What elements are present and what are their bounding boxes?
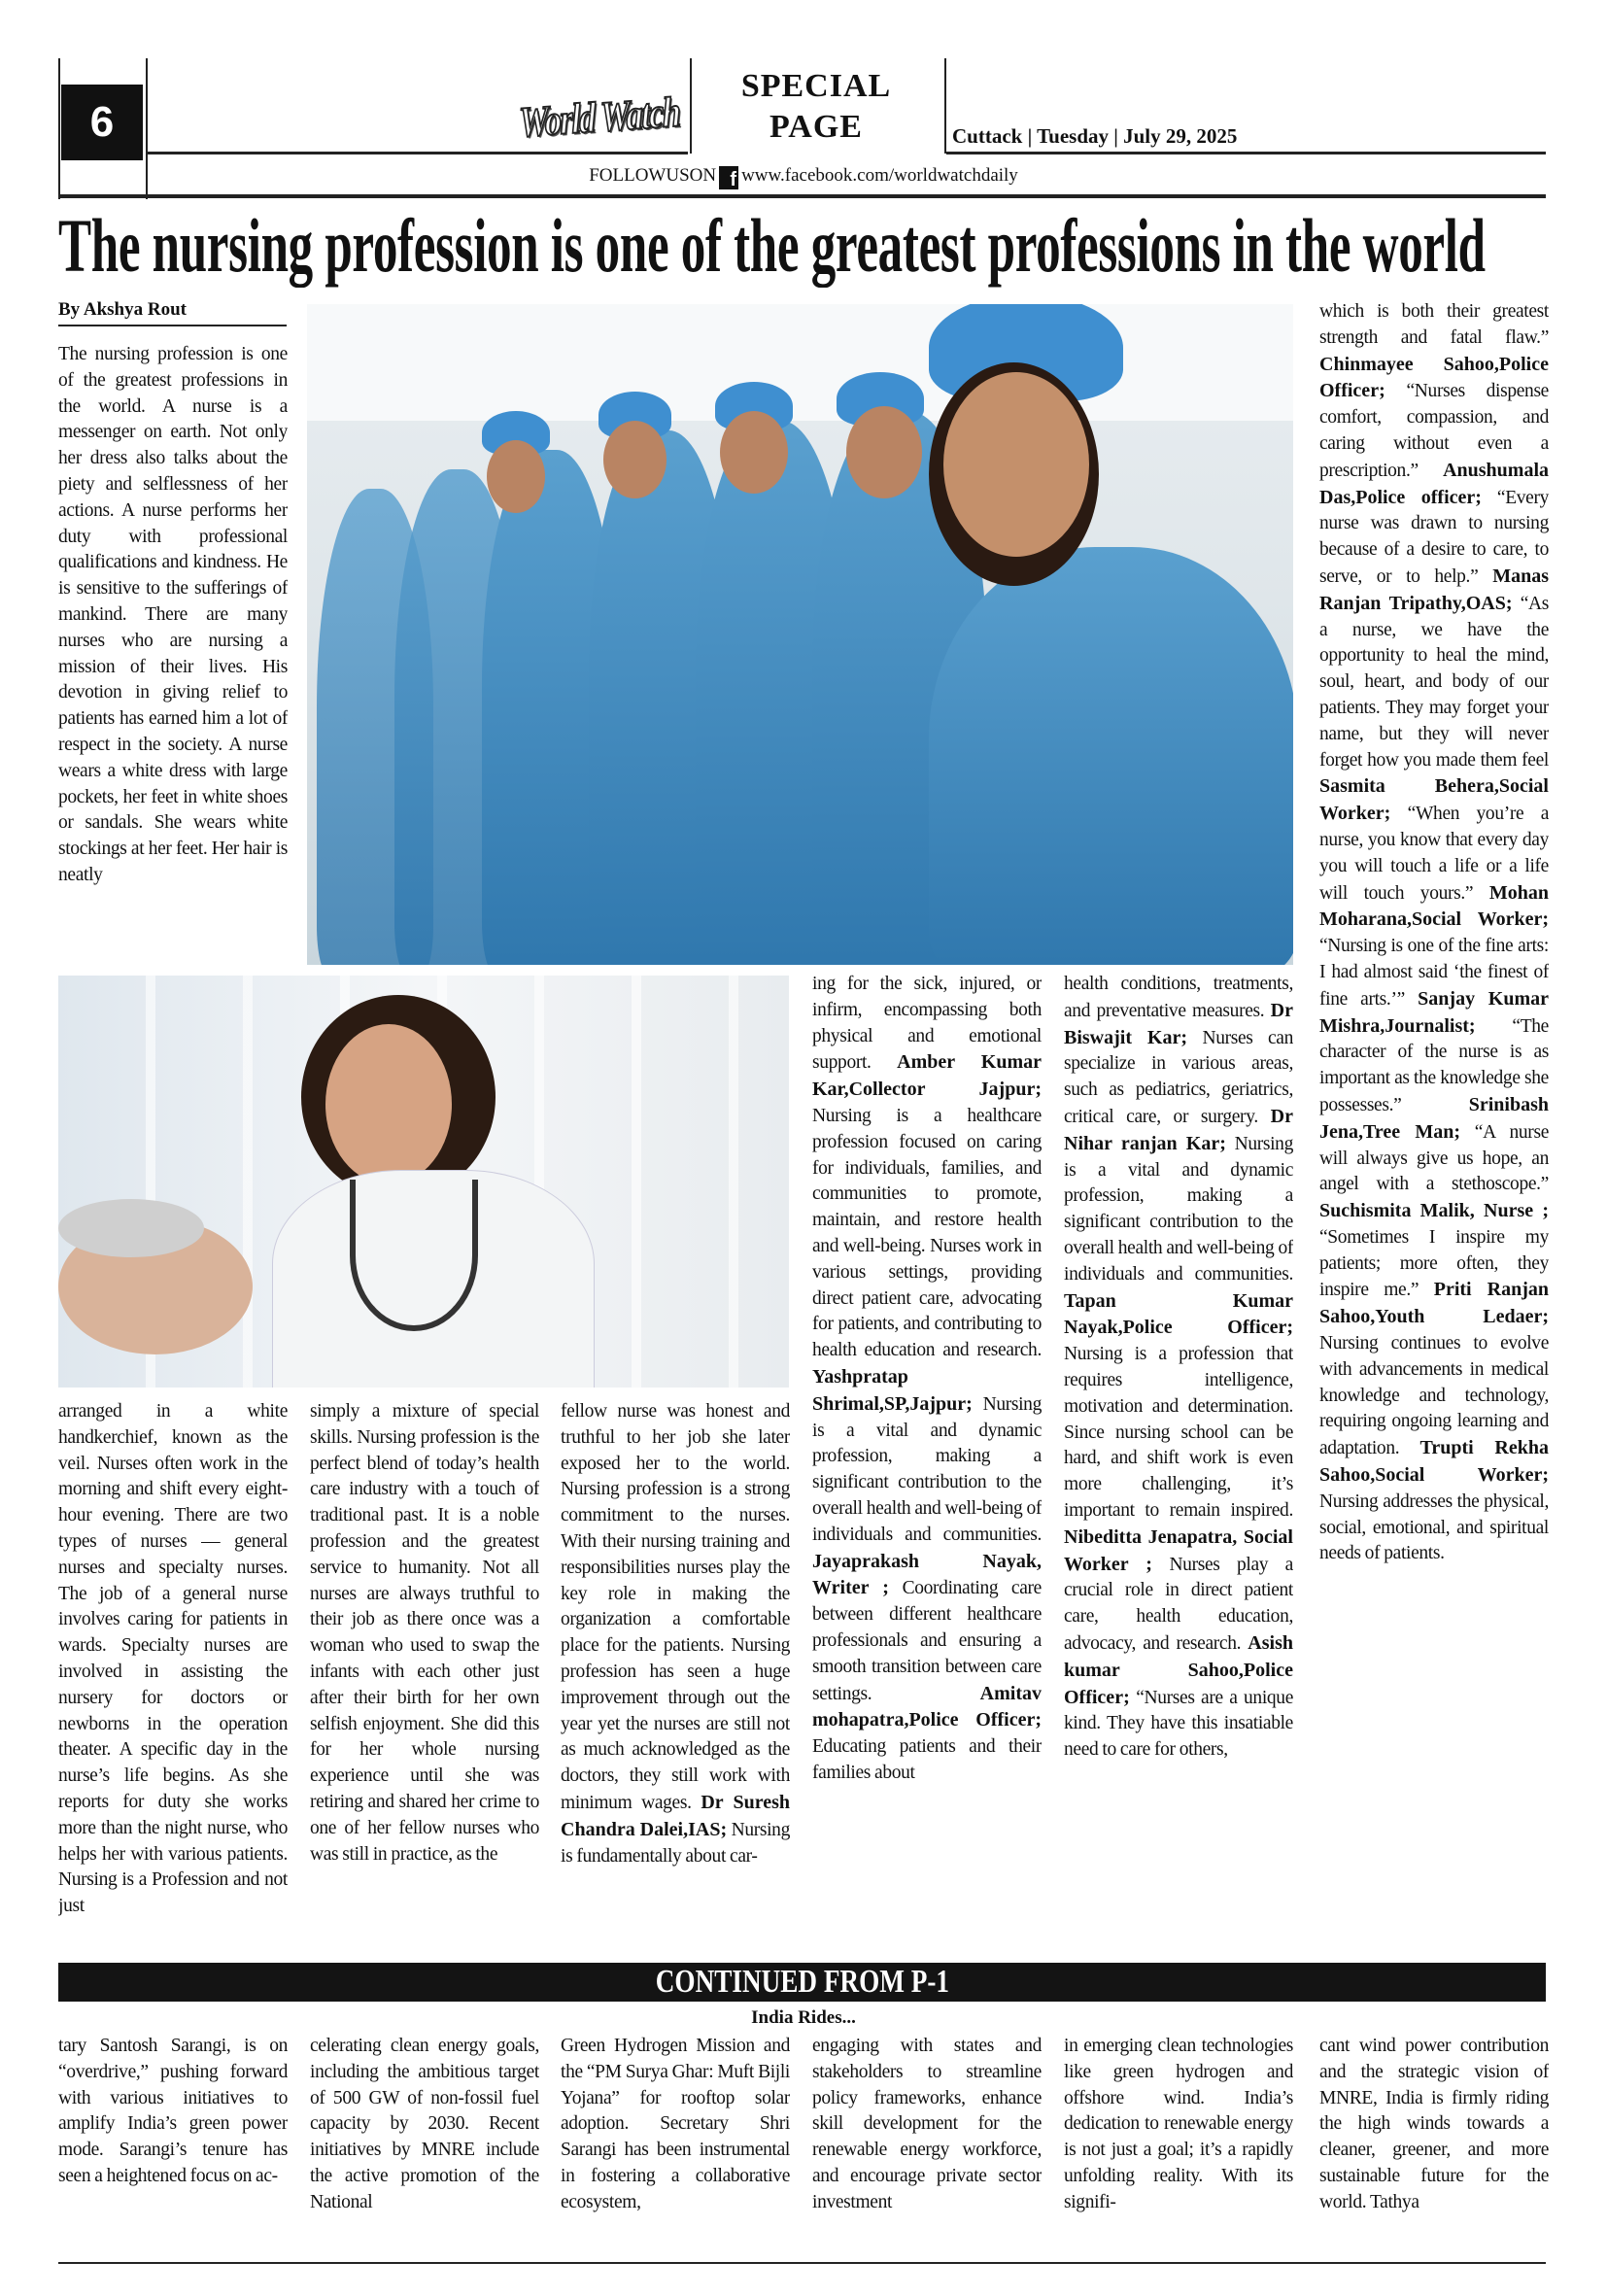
article-text: “A nurse will always give us hope, an angel with a stethoscope.” — [1319, 1121, 1549, 1195]
quote-attribution: Yashpratap Shrimal,SP,Jajpur; — [812, 1365, 973, 1415]
article-text: fellow nurse was honest and truthful to her job she later exposed her to the world. Nursing profession is a strong commitment to the nurses. With their nursing training and responsibilities nurses play the key role in making the organization a comfortable place for the patients. Nursing profession has seen a huge improvement through out the year yet the nurses are still not as much acknowledged as the doctors, they still work with minimum wages. — [561, 1401, 790, 1813]
facebook-icon[interactable]: f — [719, 166, 738, 189]
masthead-rule — [690, 58, 692, 154]
dateline: Cuttack | Tuesday | July 29, 2025 — [952, 124, 1238, 148]
article-column-5 — [1064, 972, 1293, 1959]
masthead-bottom-rule — [58, 194, 1546, 198]
quote-attribution: Dr Suresh Chandra Dalei,IAS; — [561, 1791, 790, 1840]
article-text: “Every nurse was drawn to nursing because of a desire to care, to serve, or to help.” — [1319, 487, 1549, 587]
article-column-1-continued — [58, 1399, 288, 1959]
quote-attribution: Mohan Moharana,Social Worker; — [1319, 881, 1549, 931]
article-text: “As a nurse, we have the opportunity to heal the mind, soul, heart, and body of our patients. They may forget your name, but they will never forget how you made them feel — [1319, 593, 1549, 771]
continued-title: India Rides... — [751, 2007, 856, 2028]
article-text: which is both their greatest strength and fatal flaw.” — [1319, 301, 1549, 348]
continued-column-1: tary Santosh Sarangi, is on “overdrive,” pushing forward with various initiatives to amplify India’s green power mode. Sarangi’s tenure has seen a heightened focus on ac- — [58, 2036, 288, 2186]
quote-attribution: Amber Kumar Kar,Collector Jajpur; — [812, 1051, 1042, 1101]
byline: By Akshya Rout — [58, 299, 287, 326]
article-text: Nurses play a crucial role in direct patient care, health education, advocacy, and research. — [1064, 1554, 1293, 1654]
article-text: Nursing is a profession that requires intelligence, motivation and determination. Since nursing school can be hard, and shift work is even more challenging, it’s important to remain inspired. — [1064, 1344, 1293, 1521]
continued-column-6: cant wind power contribution and the strategic vision of MNRE, India is firmly riding the high winds towards a cleaner, greener, and more sustainable future for the world. Tathya — [1319, 2036, 1549, 2212]
article-text: “Sometimes I inspire my patients; more often, they inspire me.” — [1319, 1226, 1549, 1301]
masthead-underline — [946, 152, 1546, 154]
doctor-patient-photo — [58, 976, 789, 1388]
quote-attribution: Amitav mohapatra,Police Officer; — [812, 1682, 1042, 1731]
article-text: arranged in a white handkerchief, known as the veil. Nurses often work in the morning and shift every eight-hour evening. There are two types of nurses — general nurses and specialty nurses. The job of a general nurse involves caring for patients in wards. Specialty nurses are involved in assisting the nursery for doctors or newborns in the operation theater. A specific day in the nurse’s life begins. As she reports for duty she works more than the night nurse, who helps her with various patients. Nursing is a Profession and not just — [58, 1401, 288, 1917]
world-watch-logo — [511, 78, 688, 155]
quote-attribution: Sanjay Kumar Mishra,Journalist; — [1319, 987, 1549, 1037]
headline: The nursing profession is one of the greatest professions in the world — [58, 203, 1486, 288]
continued-banner — [58, 1963, 1546, 2002]
quote-attribution: Jayaprakash Nayak, Writer ; — [812, 1550, 1042, 1599]
quote-attribution: Trupti Rekha Sahoo,Social Worker; — [1319, 1437, 1549, 1487]
quote-attribution: Dr Nihar ranjan Kar; — [1064, 1105, 1293, 1154]
page-number: 6 — [61, 85, 143, 160]
article-text: ing for the sick, injured, or infirm, encompassing both physical and emotional support. — [812, 974, 1042, 1074]
section-label-line1: SPECIAL — [740, 68, 892, 104]
article-text: Nursing is a vital and dynamic profession, making a significant contribution to the overall health and well-being of individuals and communities. — [812, 1393, 1042, 1545]
continued-column-2: celerating clean energy goals, including the ambitious target of 500 GW of non-fossil fuel capacity by 2030. Recent initiatives by MNRE include the active promotion of the National — [310, 2036, 539, 2212]
quote-attribution: Suchismita Malik, Nurse ; — [1319, 1200, 1549, 1222]
section-label — [719, 66, 913, 148]
quote-attribution: Tapan Kumar Nayak,Police Officer; — [1064, 1289, 1293, 1339]
article-column-4 — [812, 972, 1042, 1959]
article-text: Nursing is fundamentally about car- — [561, 1819, 790, 1867]
article-text: “When you’re a nurse, you know that every day you will touch a life or a life will touch yours.” — [1319, 804, 1549, 904]
continued-column-4: engaging with states and stakeholders to streamline policy frameworks, enhance skill development for the renewable energy workforce, and encourage private sector investment — [812, 2036, 1042, 2212]
quote-attribution: Anushumala Das,Police officer; — [1319, 459, 1549, 508]
facebook-link[interactable]: www.facebook.com/worldwatchdaily — [741, 165, 1018, 186]
follow-label: FOLLOWUSON — [589, 165, 717, 186]
article-text: Nursing is a vital and dynamic profession, making a significant contribution to the overall health and well-being of individuals and communities. — [1064, 1133, 1293, 1285]
quote-attribution: Nibeditta Jenapatra, Social Worker ; — [1064, 1525, 1293, 1575]
quote-attribution: Asish kumar Sahoo,Police Officer; — [1064, 1631, 1293, 1708]
quote-attribution: Sasmita Behera,Social Worker; — [1319, 775, 1549, 825]
article-text: Nursing continues to evolve with advancements in medical knowledge and technology, requiring ongoing learning and adaptation. — [1319, 1333, 1549, 1459]
quote-attribution: Priti Ranjan Sahoo,Youth Ledaer; — [1319, 1279, 1549, 1328]
continued-banner-text: CONTINUED FROM P-1 — [655, 1964, 949, 2000]
article-text: “The character of the nurse is as important as the knowledge she possesses.” — [1319, 1015, 1549, 1115]
article-text: “Nurses dispense comfort, compassion, and caring without even a prescription.” — [1319, 381, 1549, 481]
logo-text: World Watch — [518, 86, 681, 147]
article-text: Nursing addresses the physical, social, emotional, and spiritual needs of patients. — [1319, 1491, 1549, 1564]
article-text: simply a mixture of special skills. Nursing profession is the perfect blend of today’s health care industry with a touch of traditional past. It is a noble profession and the greatest service to humanity. Not all nurses are always truthful to their job as there once was a woman who used to swap the infants with each other just after their birth for her own selfish enjoyment. She did this for her whole nursing experience until she was retiring and shared her crime to one of her fellow nurses who was still in practice, as the — [310, 1401, 539, 1865]
page-bottom-rule — [58, 2262, 1546, 2264]
article-text: “Nursing is one of the fine arts: I had almost said ‘the finest of fine arts.’” — [1319, 936, 1549, 1010]
article-column-3 — [561, 1399, 790, 1959]
article-text: “Nurses are a unique kind. They have this insatiable need to care for others, — [1064, 1687, 1293, 1761]
nurses-photo — [307, 304, 1293, 965]
section-label-line2: PAGE — [769, 109, 863, 145]
article-text: Nurses can specialize in various areas, such as pediatrics, geriatrics, critical care, or surgery. — [1064, 1027, 1293, 1127]
continued-column-5: in emerging clean technologies like green hydrogen and offshore wind. India’s dedication to renewable energy is not just a goal; it’s a rapidly unfolding reality. With its signifi- — [1064, 2036, 1293, 2212]
continued-column-3: Green Hydrogen Mission and the “PM Surya Ghar: Muft Bijli Yojana” for rooftop solar adoption. Secretary Shri Sarangi has been instrumental in fostering a collaborative ecosystem, — [561, 2036, 790, 2212]
article-column-1 — [58, 342, 288, 967]
article-text: The nursing profession is one of the greatest professions in the world. A nurse is a messenger on earth. Not only her dress also talks about the piety and selflessness of her actions. A nurse performs her duty with professional qualifications and kindness. He is sensitive to the sufferings of mankind. There are many nurses who are nursing a mission of their lives. His devotion in giving relief to patients has earned him a lot of respect in the society. A nurse wears a white dress with large pockets, her feet in white shoes or sandals. She wears white stockings at her feet. Her hair is neatly — [58, 344, 288, 885]
masthead-rule — [944, 58, 946, 154]
quote-attribution: Chinmayee Sahoo,Police Officer; — [1319, 353, 1549, 402]
article-text: Coordinating care between different healthcare professionals and ensuring a smooth transition between care settings. — [812, 1578, 1042, 1704]
article-text: Nursing is a healthcare profession focused on caring for individuals, families, and communities to promote, maintain, and restore health and well-being. Nurses work in various settings, providing direct patient care, advocating for patients, and contributing to health education and research. — [812, 1105, 1042, 1361]
quote-attribution: Manas Ranjan Tripathy,OAS; — [1319, 565, 1549, 614]
article-column-2 — [310, 1399, 539, 1959]
article-column-6 — [1319, 299, 1549, 1959]
follow-us — [0, 165, 1607, 189]
article-text: Educating patients and their families about — [812, 1736, 1042, 1783]
article-text: health conditions, treatments, and preventative measures. — [1064, 974, 1293, 1021]
quote-attribution: Srinibash Jena,Tree Man; — [1319, 1093, 1549, 1143]
quote-attribution: Dr Biswajit Kar; — [1064, 999, 1293, 1048]
